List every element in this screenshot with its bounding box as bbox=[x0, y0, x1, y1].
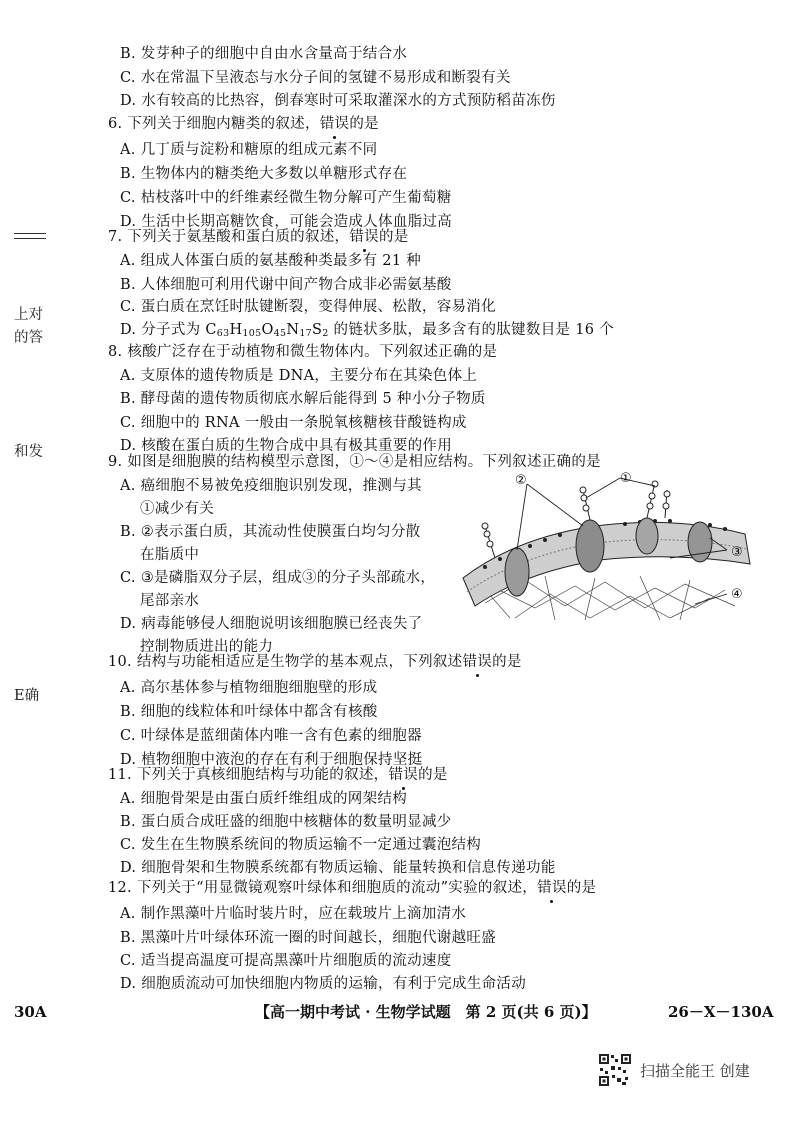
q8-option-d: D. 核酸在蛋白质的生物合成中具有极其重要的作用 bbox=[120, 438, 453, 454]
q9-option-d-cont: 控制物质进出的能力 bbox=[140, 639, 274, 655]
emphasis-mark: 错误 bbox=[349, 229, 379, 245]
emphasis-mark: 错误 bbox=[462, 654, 493, 670]
q8-option-b: B. 酵母菌的遗传物质彻底水解后能得到 5 种小分子物质 bbox=[120, 391, 486, 407]
margin-divider bbox=[14, 233, 46, 239]
q12-option-b: B. 黑藻叶片叶绿体环流一圈的时间越长，细胞代谢越旺盛 bbox=[120, 930, 496, 946]
footer-page-title: 【高一期中考试 · 生物学试题 第 2 页(共 6 页)】 bbox=[255, 1003, 597, 1021]
q10-option-d: D. 植物细胞中液泡的存在有利于细胞保持坚挺 bbox=[120, 752, 423, 768]
q12-option-d: D. 细胞质流动可加快细胞内物质的运输，有利于完成生命活动 bbox=[120, 976, 527, 992]
q8-stem: 8. 核酸广泛存在于动植物和微生物体内。下列叙述正确的是 bbox=[108, 344, 498, 360]
footer-exam-code: 26－X－130A bbox=[668, 1003, 774, 1021]
q10-option-b: B. 细胞的线粒体和叶绿体中都含有核酸 bbox=[120, 704, 378, 720]
margin-fragment-3: 和发 bbox=[14, 444, 43, 460]
figure-label-1: ① bbox=[620, 471, 632, 486]
q9-option-a: A. 癌细胞不易被免疫细胞识别发现，推测与其 bbox=[120, 478, 422, 494]
q8-option-a: A. 支原体的遗传物质是 DNA，主要分布在其染色体上 bbox=[120, 368, 478, 384]
q12-option-a: A. 制作黑藻叶片临时装片时，应在载玻片上滴加清水 bbox=[120, 906, 467, 922]
membrane-protein bbox=[688, 522, 712, 562]
q9-stem: 9. 如图是细胞膜的结构模型示意图，①～④是相应结构。下列叙述正确的是 bbox=[108, 454, 601, 470]
q10-option-a: A. 高尔基体参与植物细胞细胞壁的形成 bbox=[120, 680, 378, 696]
q9-option-b: B. ②表示蛋白质，其流动性使膜蛋白均匀分散 bbox=[120, 524, 421, 540]
emphasis-mark: 错误 bbox=[388, 767, 419, 783]
figure-label-4: ④ bbox=[731, 587, 743, 602]
q7-option-d: D. 分子式为 $C_{63}H_{105}O_{45}N_{17}S_2$ 的链状多肽，最多含有的肽键数目是 16 个 bbox=[120, 322, 615, 339]
q11-option-c: C. 发生在生物膜系统间的物质运输不一定通过囊泡结构 bbox=[120, 837, 482, 853]
scanner-watermark bbox=[598, 1052, 750, 1088]
q6-option-a: A. 几丁质与淀粉和糖原的组成元素不同 bbox=[120, 142, 378, 158]
q7-option-c: C. 蛋白质在烹饪时肽键断裂，变得伸展、松散，容易消化 bbox=[120, 299, 496, 315]
membrane-protein bbox=[636, 518, 658, 554]
footer-left-code: 30A bbox=[14, 1003, 47, 1021]
q11-option-d: D. 细胞骨架和生物膜系统都有物质运输、能量转换和信息传递功能 bbox=[120, 860, 556, 876]
qr-code-icon bbox=[598, 1053, 632, 1087]
cell-membrane-figure bbox=[455, 468, 765, 622]
scanner-watermark-text: 扫描全能王 创建 bbox=[640, 1061, 750, 1080]
membrane-protein bbox=[576, 520, 604, 572]
figure-label-3: ③ bbox=[731, 545, 743, 560]
q6-option-d: D. 生活中长期高糖饮食，可能会造成人体血脂过高 bbox=[120, 214, 453, 230]
membrane-protein bbox=[505, 548, 529, 596]
q12-stem: 12. 下列关于“用显微镜观察叶绿体和细胞质的流动”实验的叙述，错误的是 bbox=[108, 880, 597, 896]
margin-fragment-2: 的答 bbox=[14, 330, 43, 346]
q11-stem: 11. 下列关于真核细胞结构与功能的叙述，错误的是 bbox=[108, 767, 448, 783]
emphasis-mark: 错误 bbox=[537, 880, 567, 896]
q6-stem: 6. 下列关于细胞内糖类的叙述，错误的是 bbox=[108, 116, 379, 132]
q9-option-c-cont: 尾部亲水 bbox=[140, 593, 200, 609]
q10-stem: 10. 结构与功能相适应是生物学的基本观点，下列叙述错误的是 bbox=[108, 654, 522, 670]
q10-option-c: C. 叶绿体是蓝细菌体内唯一含有色素的细胞器 bbox=[120, 728, 422, 744]
q5-option-d: D. 水有较高的比热容，倒春寒时可采取灌深水的方式预防稻苗冻伤 bbox=[120, 93, 556, 109]
q6-option-b: B. 生物体内的糖类绝大多数以单糖形式存在 bbox=[120, 166, 408, 182]
q11-option-b: B. 蛋白质合成旺盛的细胞中核糖体的数量明显减少 bbox=[120, 814, 452, 830]
q9-option-a-cont: ①减少有关 bbox=[140, 501, 214, 517]
figure-label-2: ② bbox=[515, 473, 527, 488]
q7-option-a: A. 组成人体蛋白质的氨基酸种类最多有 21 种 bbox=[120, 253, 422, 269]
q11-option-a: A. 细胞骨架是由蛋白质纤维组成的网架结构 bbox=[120, 791, 407, 807]
q8-option-c: C. 细胞中的 RNA 一般由一条脱氧核糖核苷酸链构成 bbox=[120, 415, 467, 431]
q7-stem: 7. 下列关于氨基酸和蛋白质的叙述，错误的是 bbox=[108, 229, 409, 245]
margin-fragment-4: E确 bbox=[14, 688, 40, 704]
q9-option-c: C. ③是磷脂双分子层，组成③的分子头部疏水， bbox=[120, 570, 436, 586]
q6-option-c: C. 枯枝落叶中的纤维素经微生物分解可产生葡萄糖 bbox=[120, 190, 452, 206]
q9-option-d: D. 病毒能够侵人细胞说明该细胞膜已经丧失了 bbox=[120, 616, 423, 632]
q5-option-b: B. 发芽种子的细胞中自由水含量高于结合水 bbox=[120, 46, 408, 62]
margin-fragment-1: 上对 bbox=[14, 307, 43, 323]
emphasis-mark: 错误 bbox=[319, 116, 350, 132]
q9-option-b-cont: 在脂质中 bbox=[140, 547, 200, 563]
q5-option-c: C. 水在常温下呈液态与水分子间的氢键不易形成和断裂有关 bbox=[120, 70, 511, 86]
q7-option-b: B. 人体细胞可利用代谢中间产物合成非必需氨基酸 bbox=[120, 277, 452, 293]
q12-option-c: C. 适当提高温度可提高黑藻叶片细胞质的流动速度 bbox=[120, 953, 452, 969]
